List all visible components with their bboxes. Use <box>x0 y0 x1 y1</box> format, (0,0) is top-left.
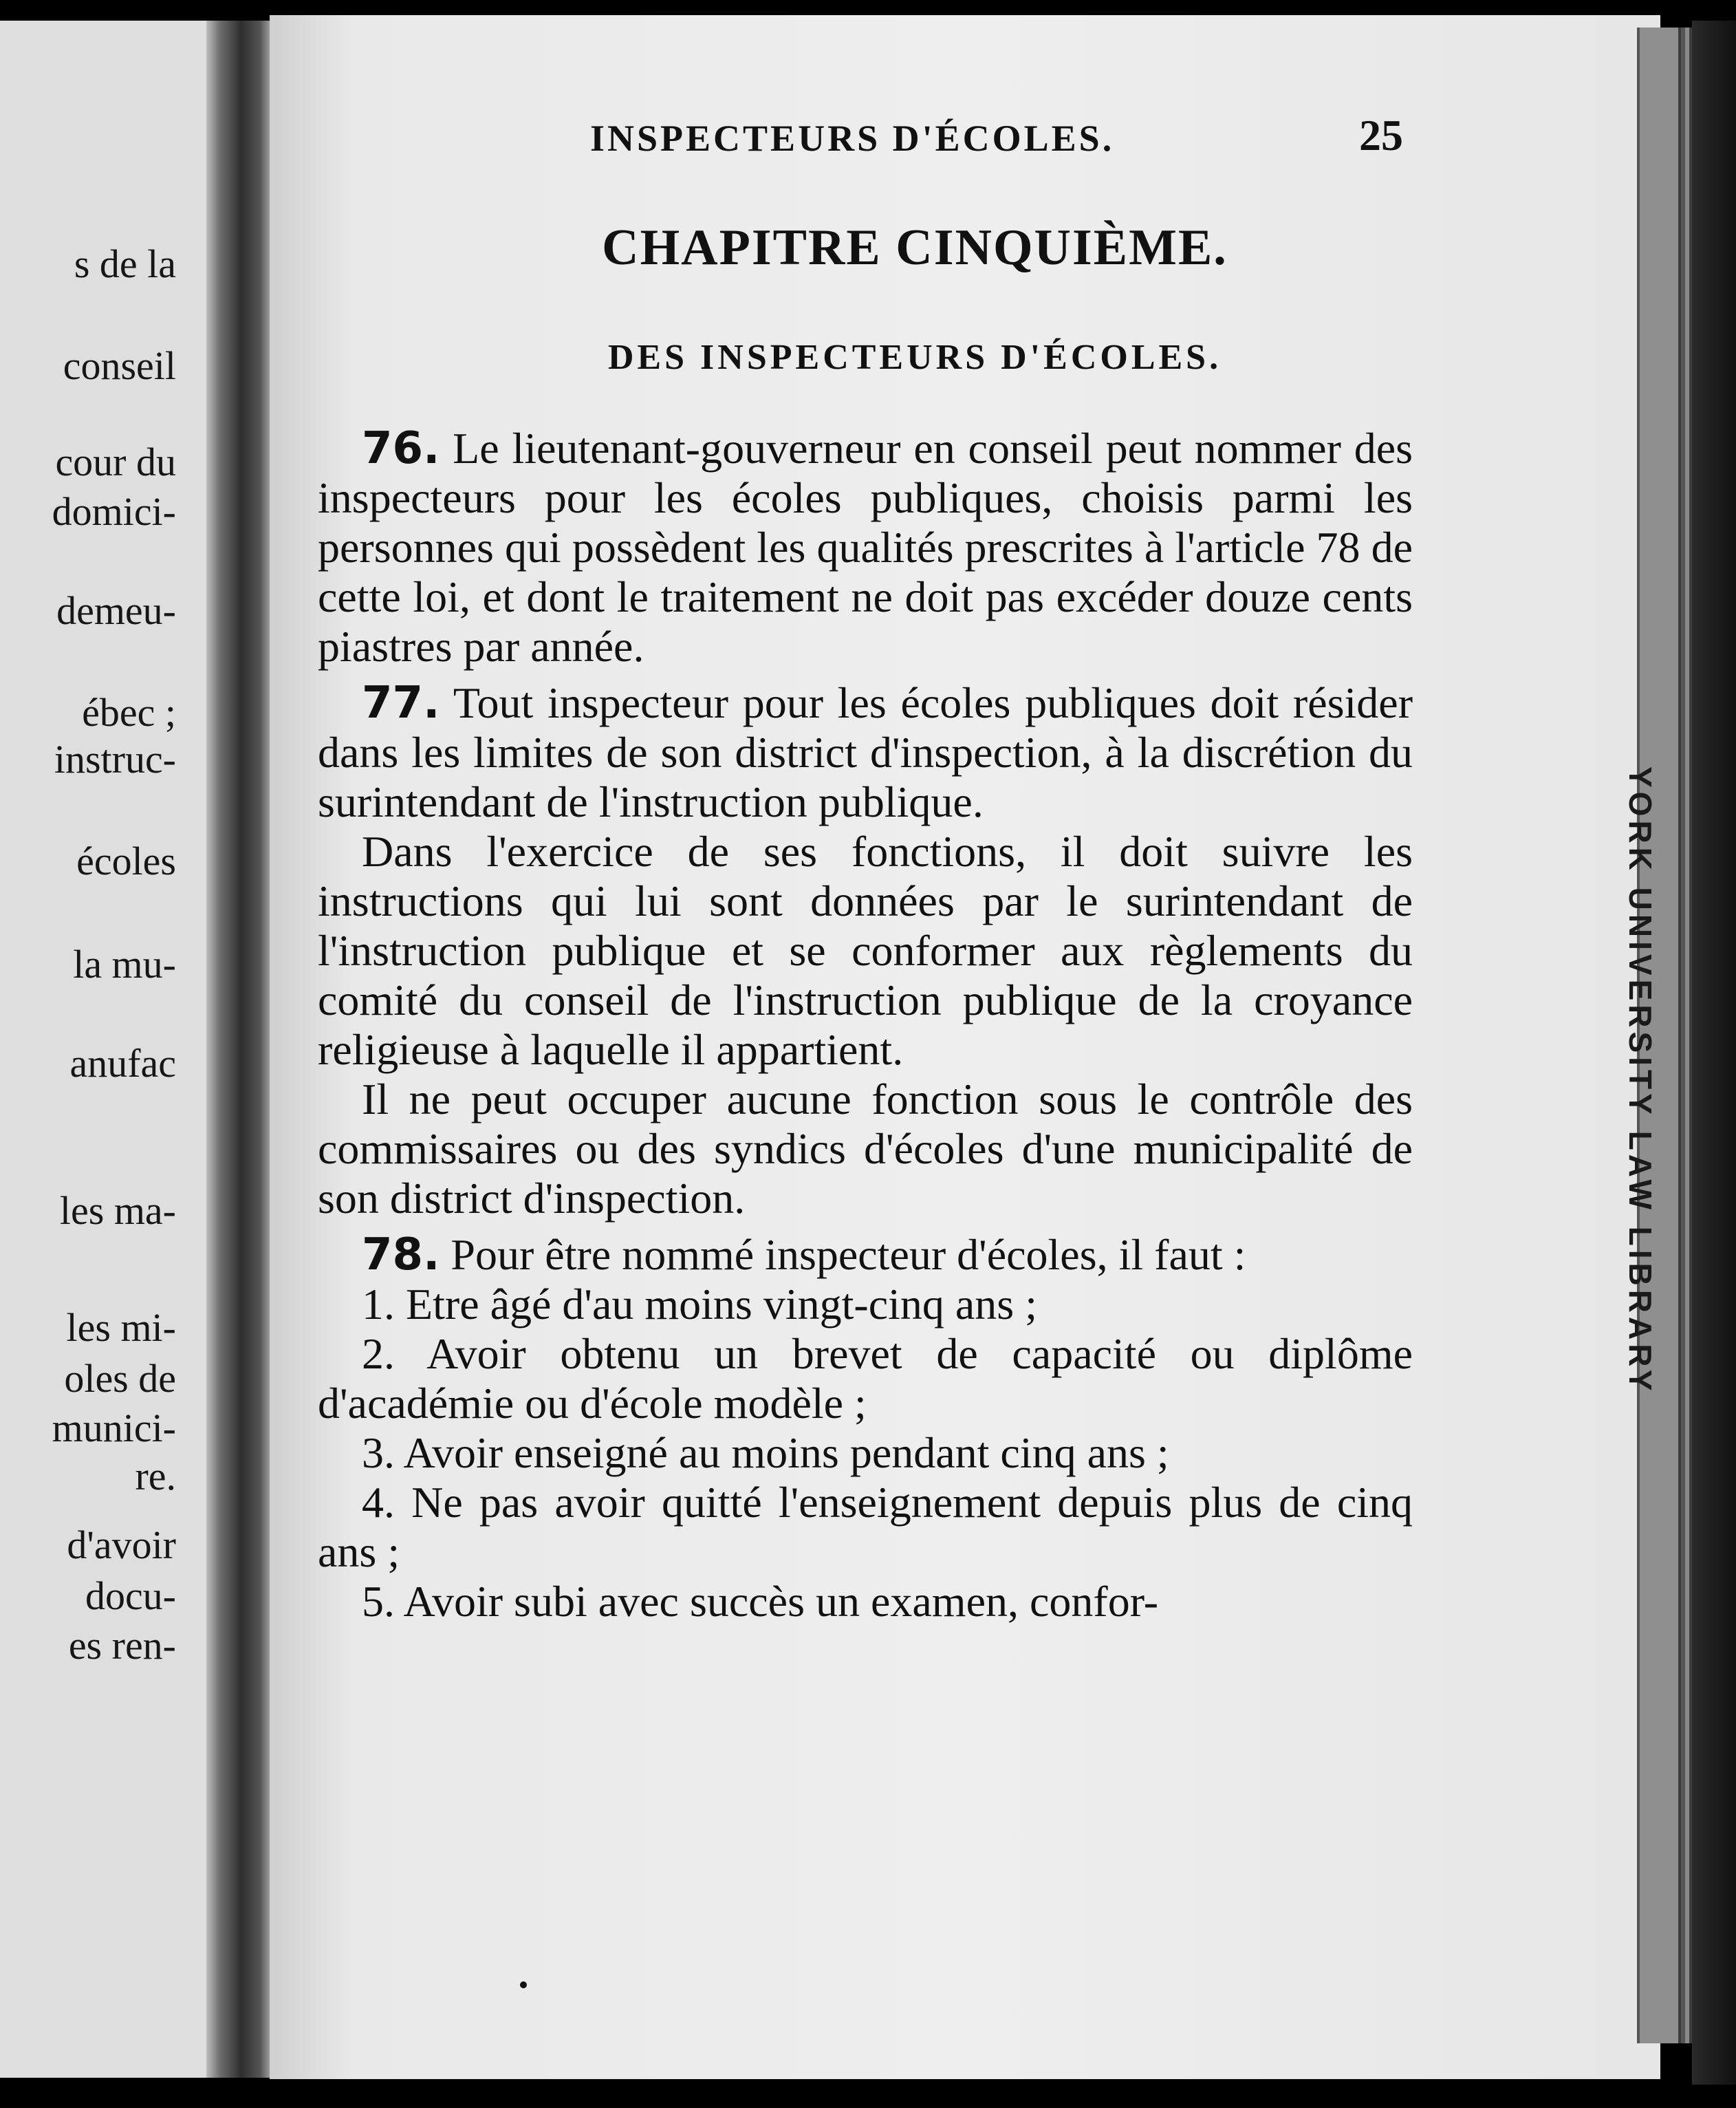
left-line: ébec ; <box>82 691 176 735</box>
article-text: Pour être nommé inspecteur d'écoles, il faut : <box>451 1230 1246 1279</box>
book-cover-edge <box>1692 21 1736 2085</box>
section-title: DES INSPECTEURS D'ÉCOLES. <box>607 338 1222 377</box>
list-item: 3. Avoir enseigné au moins pendant cinq ans ; <box>362 1428 1169 1477</box>
left-line: s de la <box>74 242 176 286</box>
article-number: 77. <box>362 678 440 729</box>
article-77 <box>318 678 1413 827</box>
list-item: 2. Avoir obtenu un brevet de capacité ou diplôme d'académie ou d'école modèle ; <box>318 1329 1413 1428</box>
article-number: 76. <box>362 423 440 474</box>
article-77-paragraph-2: Dans l'exercice de ses fonctions, il doit suivre les instructions qui lui sont données par le surintendant de l'instruction publique et se conformer aux règlements du comité du conseil de l'instruction publique de la croyance religieuse à laquelle il appartient. <box>318 827 1413 1074</box>
page-body <box>318 424 1413 1626</box>
left-line: demeu- <box>56 589 176 633</box>
left-line: les ma- <box>59 1189 176 1233</box>
book-gutter <box>206 21 270 2078</box>
library-stamp: YORK UNIVERSITY LAW LIBRARY <box>1623 766 1658 1395</box>
article-text: Tout inspecteur pour les écoles publiques doit résider dans les limites de son district d'inspection, à la discrétion du surintendant de l'instruction publique. <box>318 678 1413 826</box>
list-item: 1. Etre âgé d'au moins vingt-cinq ans ; <box>362 1280 1037 1329</box>
list-item: 5. Avoir subi avec succès un examen, confor- <box>362 1577 1159 1626</box>
left-line: munici- <box>52 1406 176 1450</box>
article-76 <box>318 424 1413 671</box>
article-text: Le lieutenant-gouverneur en conseil peut nommer des inspecteurs pour les écoles publiques, choisis parmi les personnes qui possèdent les qualités prescrites à l'article 78 de cette loi, et dont le traitement ne doit pas excéder douze cents piastres par année. <box>318 424 1413 671</box>
left-line: conseil <box>63 344 176 388</box>
left-line: instruc- <box>54 738 176 782</box>
left-line: anufac <box>69 1042 176 1086</box>
speck-mark <box>520 1981 527 1988</box>
article-78 <box>318 1230 1413 1280</box>
left-line: les mi- <box>66 1306 176 1350</box>
left-line: écoles <box>76 839 176 883</box>
chapter-title: CHAPITRE CINQUIÈME. <box>602 219 1228 276</box>
left-line: domici- <box>52 490 176 534</box>
left-line: es ren- <box>68 1624 176 1668</box>
left-line: cour du <box>55 440 176 484</box>
left-line: re. <box>135 1454 176 1498</box>
article-77-paragraph-3: Il ne peut occuper aucune fonction sous le contrôle des commissaires ou des syndics d'écoles d'une municipalité de son district d'inspection. <box>318 1075 1413 1223</box>
left-line: oles de <box>64 1357 176 1401</box>
running-head: INSPECTEURS D'ÉCOLES. <box>590 118 1115 159</box>
left-line: la mu- <box>73 943 176 987</box>
left-line: d'avoir <box>67 1523 176 1567</box>
list-item: 4. Ne pas avoir quitté l'enseignement depuis plus de cinq ans ; <box>318 1478 1413 1576</box>
left-line: docu- <box>85 1574 176 1618</box>
page-number: 25 <box>1359 111 1403 160</box>
article-number: 78. <box>362 1229 440 1280</box>
